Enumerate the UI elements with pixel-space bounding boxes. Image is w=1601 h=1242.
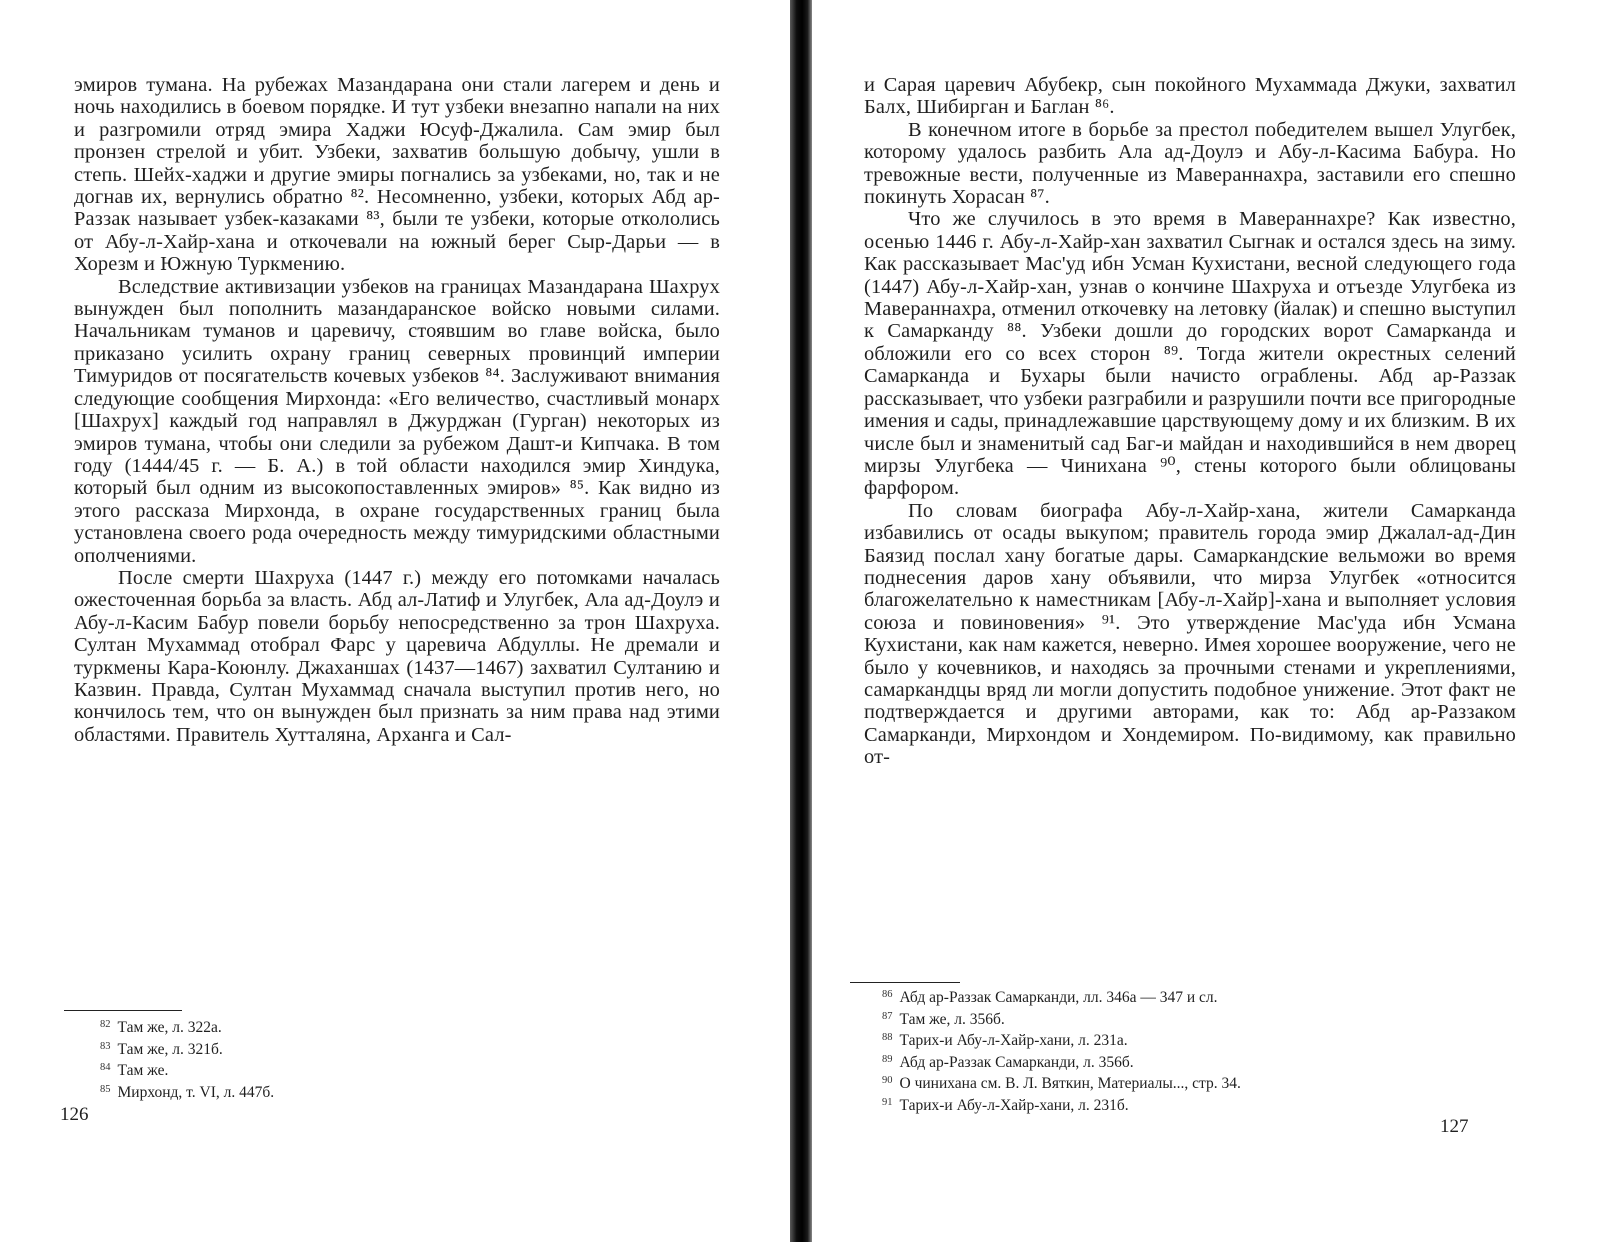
right-page-body (864, 74, 1516, 769)
paragraph: эмиров тумана. На рубежах Мазандарана они стали лагерем и день и ночь находились в боевом порядке. И тут узбеки внезапно напали на них и разгромили отряд эмира Хаджи Юсуф-Джалила. Сам эмир был пронзен стрелой и убит. Узбеки, захватив большую добычу, ушли в степь. Шейх-хаджи и другие эмиры погнались за узбеками, но, так и не догнав их, вернулись обратно ⁸². Несомненно, узбеки, которых Абд ар-Раззак называет узбек-казаками ⁸³, были те узбеки, которые откололись от Абу-л-Хайр-хана и откочевали на южный берег Сыр-Дарьи — в Хорезм и Южную Туркмению. (74, 74, 720, 276)
paragraph: После смерти Шахруха (1447 г.) между его потомками началась ожесточенная борьба за власть. Абд ал-Латиф и Улугбек, Ала ад-Доулэ и Абу-л-Касим Бабур повели борьбу непосредственно за трон Шахруха. Султан Мухаммад отобрал Фарс у царевича Абдуллы. Не дремали и туркмены Кара-Коюнлу. Джаханшах (1437—1467) захватил Султанию и Казвин. Правда, Султан Мухаммад сначала выступил против него, но кончилось тем, что он вынужден был признать за ним права над этими областями. Правитель Хутталяна, Арханга и Сал- (74, 566, 720, 746)
footnote-number: 84 (100, 1062, 111, 1074)
footnotes (100, 1016, 600, 1102)
footnote-text: Там же, л. 322а. (117, 1019, 222, 1036)
footnote (882, 986, 1522, 1008)
footnote (100, 1059, 600, 1081)
footnote (100, 1038, 600, 1060)
footnote-text: О чинихана см. В. Л. Вяткин, Материалы..., стр. 34. (899, 1075, 1241, 1093)
footnote (100, 1016, 600, 1038)
footnote-separator (64, 1010, 182, 1011)
footnote-number: 82 (100, 1019, 111, 1030)
paragraph: и Сарая царевич Абубекр, сын покойного Мухаммада Джуки, захватил Балх, Шибирган и Баглан ⁸⁶. (864, 74, 1516, 119)
page-number: 127 (1440, 1116, 1469, 1137)
footnote-number: 83 (100, 1040, 111, 1052)
footnote-number: 87 (882, 1010, 893, 1022)
footnote-text: Там же, л. 356б. (899, 1010, 1005, 1028)
footnote-text: Абд ар-Раззак Самарканди, лл. 346а — 347 и сл. (899, 989, 1218, 1006)
footnotes (882, 986, 1522, 1116)
paragraph: В конечном итоге в борьбе за престол победителем вышел Улугбек, которому удалось разбить Ала ад-Доулэ и Абу-л-Касима Бабура. Но тревожные вести, полученные из Мавераннахра, заставили его спешно покинуть Хорасан ⁸⁷. (864, 118, 1516, 209)
footnote-number: 91 (882, 1096, 893, 1108)
paragraph: Что же случилось в это время в Мавераннахре? Как известно, осенью 1446 г. Абу-л-Хайр-хан захватил Сыгнак и остался здесь на зиму. Как рассказывает Мас'уд ибн Усман Кухистани, весной следующего года (1447) Абу-л-Хайр-хан, узнав о кончине Шахруха и отъезде Улугбека из Мавераннахра, отменил откочевку на летовку (йалак) и спешно выступил к Самарканду ⁸⁸. Узбеки дошли до городских ворот Самарканда и обложили его со всех сторон ⁸⁹. Тогда жители окрестных селений Самарканда и Бухары были начисто ограблены. Абд ар-Раззак рассказывает, что узбеки разграбили и разрушили почти все пригородные имения и сады, принадлежавшие царствующему дому и их близким. В их числе был и знаменитый сад Баг-и майдан и находившийся в нем дворец мирзы Улугбека — Чинихана ⁹⁰, стены которого были облицованы фарфором. (864, 208, 1516, 500)
book-gutter (790, 0, 812, 1242)
footnote-number: 85 (100, 1083, 111, 1095)
footnote (882, 1094, 1522, 1116)
footnote (882, 1008, 1522, 1030)
page-number: 126 (60, 1104, 89, 1125)
footnote (882, 1072, 1522, 1094)
paragraph: Вследствие активизации узбеков на границах Мазандарана Шахрух вынужден был пополнить мазандаранское войско новыми силами. Начальникам туманов и царевичу, стоявшим во главе войска, было приказано усилить охрану границ северных провинций империи Тимуридов от посягательств кочевых узбеков ⁸⁴. Заслуживают внимания следующие сообщения Мирхонда: «Его величество, счастливый монарх [Шахрух] каждый год направлял в Джурджан (Гурган) некоторых из эмиров тумана, чтобы они следили за рубежом Дашт-и Кипчака. В том году (1444/45 г. — Б. А.) в той области находился эмир Хиндука, который был одним из высокопоставленных эмиров» ⁸⁵. Как видно из этого рассказа Мирхонда, в охране государственных границ была установлена своего рода очередность между тимуридскими областными ополчениями. (74, 275, 720, 567)
footnote-text: Тарих-и Абу-л-Хайр-хани, л. 231а. (899, 1032, 1128, 1050)
footnote-text: Там же, л. 321б. (117, 1040, 223, 1058)
footnote-text: Мирхонд, т. VI, л. 447б. (117, 1083, 275, 1101)
paragraph: По словам биографа Абу-л-Хайр-хана, жители Самарканда избавились от осады выкупом; правитель города эмир Джалал-ад-Дин Баязид послал хану богатые дары. Самаркандские вельможи во время поднесения даров хану объявили, что мирза Улугбек «относится благожелательно к наместникам [Абу-л-Хайр]-хана и выполняет условия союза и повиновения» ⁹¹. Это утверждение Мас'уда ибн Усмана Кухистани, как нам кажется, неверно. Имея хорошее вооружение, чего не было у кочевников, и находясь за прочными стенами и укреплениями, самаркандцы вряд ли могли допустить подобное унижение. Этот факт не подтверждается и другими авторами, как то: Абд ар-Раззаком Самарканди, Мирхондом и Хондемиром. По-видимому, как правильно от- (864, 499, 1516, 769)
footnote-text: Там же. (117, 1062, 169, 1080)
footnote-number: 90 (882, 1075, 893, 1087)
footnote-text: Тарих-и Абу-л-Хайр-хани, л. 231б. (899, 1096, 1129, 1114)
footnote-number: 89 (882, 1053, 893, 1065)
footnote-number: 86 (882, 989, 893, 1000)
footnote (100, 1081, 600, 1103)
footnote-text: Абд ар-Раззак Самарканди, л. 356б. (899, 1053, 1134, 1071)
footnote (882, 1051, 1522, 1073)
left-page (0, 0, 790, 1242)
right-page (812, 0, 1601, 1242)
left-page-body (74, 74, 720, 746)
footnote (882, 1029, 1522, 1051)
footnote-number: 88 (882, 1032, 893, 1044)
footnote-separator (850, 982, 960, 983)
